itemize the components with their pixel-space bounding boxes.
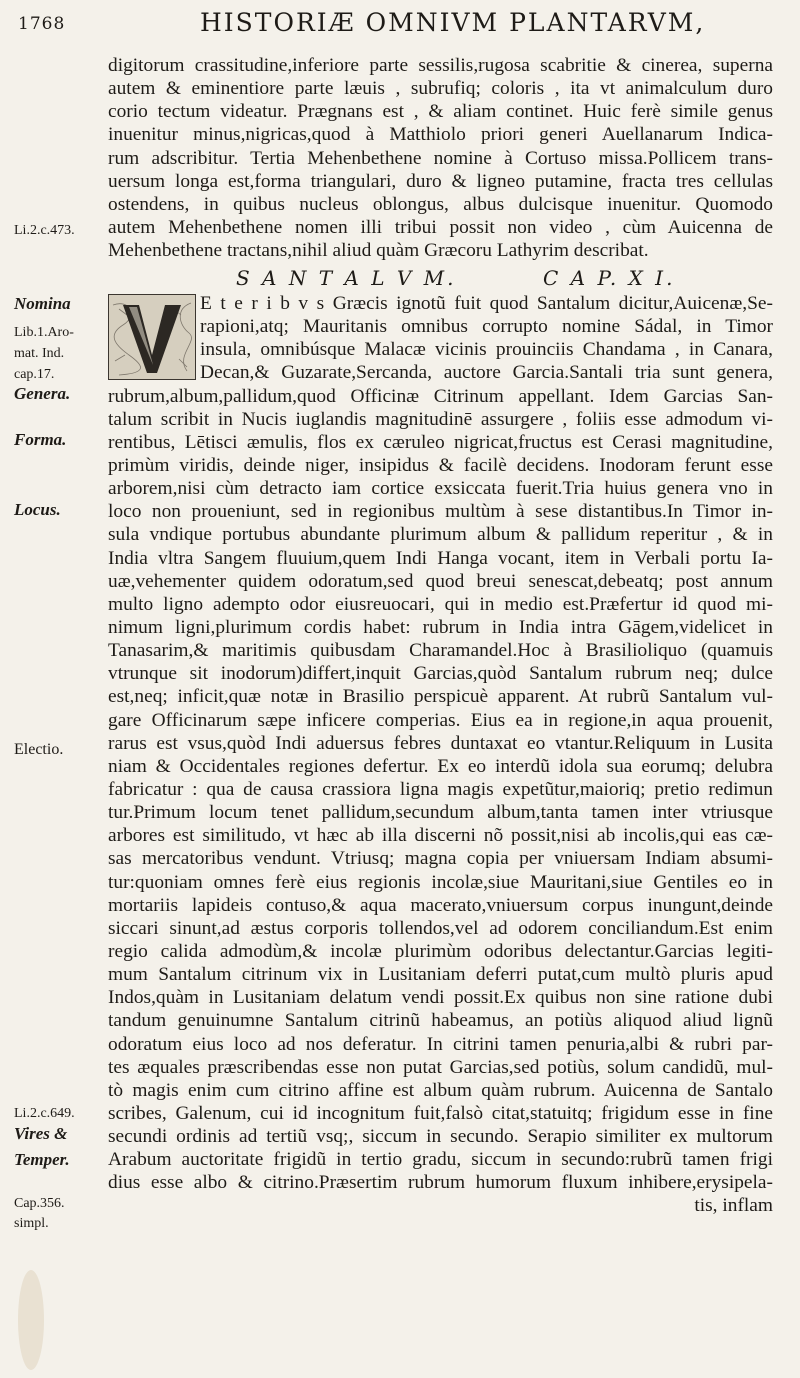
top-paragraph	[108, 54, 773, 262]
text-line: ostendens, in quibus nucleus oblongus, albus dulcisque inuenitur. Quomodo	[108, 193, 773, 215]
text-line: uæ,vehementer quidem odoratum,sed quod breui senescat,debeatq; post annum	[108, 570, 773, 592]
margin-note-temper: Temper.	[14, 1150, 70, 1169]
chapter-heading	[236, 266, 676, 290]
text-line: dius esse albo & citrino.Præsertim rubrum humorum fluxum inhibere,erysipela-	[108, 1172, 773, 1194]
text-line: rapioni,atq; Mauritanis omnibus corrupto nomine Sádal, in Timor	[200, 316, 773, 338]
text-line: sas mercatoribus vendunt. Vtriusq; magna copia per vniuersam Indiam absumi-	[108, 848, 773, 870]
paper-stain	[18, 1270, 44, 1370]
text-line: mortariis lapideis contuso,& aqua macerato,vniuersum corpus inungunt,deinde	[108, 894, 773, 916]
text-line: digitorum crassitudine,inferiore parte sessilis,rugosa scabritie & cinerea, superna	[108, 55, 773, 76]
margin-reference: Cap.356. simpl.	[14, 1196, 65, 1231]
text-line: inuenitur minus,nigricas,quod à Matthiolo priori generi Auellanarum Indica-	[108, 124, 773, 146]
text-line: tur:quoniam omnes ferè eius regionis incolæ,siue Mauritani,siue Gentiles eo in	[108, 871, 773, 893]
text-line: India vltra Sangem fluuium,quem Indi Hanga vocant, item in Verbali portu Ia-	[108, 547, 773, 569]
text-line: Arabum auctoritate frigidũ in tertio gradu, siccum in secundo:rubrũ tamen frigi	[108, 1149, 773, 1171]
chapter-body	[108, 292, 773, 1218]
text-line: corio tectum videatur. Prægnans est , & aliam continet. Huic ferè simile genus	[108, 101, 773, 123]
text-line: tò magis enim cum citrino affine est album quàm rubrum. Auicenna de Santalo	[108, 1079, 773, 1101]
text-line: nimum ligni,plurimum cordis habet: rubrum in India intra Gāgem,videlicet in	[108, 616, 773, 638]
text-line: tandum genuinumne Santalum citrinũ habeamus, an potiùs aliquod aliud lignũ	[108, 1010, 773, 1032]
text-line: rubrum,album,pallidum,quod Officinæ Citrinum appellant. Idem Garcias San-	[108, 385, 773, 407]
text-line: odoratum eius loco ad nos deferatur. In citrini tamen penuria,albi & rubri par-	[108, 1033, 773, 1055]
margin-note-genera: Genera.	[14, 384, 71, 403]
text-line: primùm viridis, deinde niger, insipidus & facilè decidens. Inodoram ferunt esse	[108, 454, 773, 476]
text-line: Decan,& Guzarate,Sercanda, auctore Garcia.Santali tria sunt genera,	[200, 362, 773, 384]
text-line: autem Mehenbethene nomen illi tribui possit non video , cùm Auicenna de	[108, 216, 773, 238]
text-line: autem & eminentiore parte læuis , subrufiq; coloris , ita vt animalculum duro	[108, 78, 773, 100]
margin-reference: Li.2.c.649.	[14, 1106, 75, 1121]
text-line: E t e r i b v s Græcis ignotũ fuit quod Santalum dicitur,Auicenæ,Se-	[200, 293, 773, 314]
text-line: uersum longa est,forma triangulari, duro & ligneo putamine, fracta tres cellulas	[108, 170, 773, 192]
text-line: rum adscribitur. Tertia Mehenbethene nomine à Cortuso missa.Pollicem trans-	[108, 147, 773, 169]
text-line: Mehenbethene tractans,nihil aliud quàm Græcoru Lathyrim describat.	[108, 240, 649, 262]
margin-note-forma: Forma.	[14, 430, 67, 449]
text-line: vtrunque sit inodorum)differt,inquit Garcias,quòd Santalum rubrum neq; dulce	[108, 663, 773, 685]
margin-note-vires: Vires &	[14, 1124, 68, 1143]
margin-reference: Lib.1.Aro- mat. Ind. cap.17.	[14, 325, 74, 382]
text-line: niam & Occidentales regiones defertur. Ex eo interdũ idola sua eorumq; delubra	[108, 755, 773, 777]
text-line: multo ligno adempto odor eiusreuocari, qui in medio est.Præfertur id quod mi-	[108, 593, 773, 615]
margin-reference: Li.2.c.473.	[14, 223, 75, 238]
text-line: sula vndique portubus abundante plurimum album & pallidum reperitur , & in	[108, 524, 773, 546]
text-line: secundi ordinis ad tertiũ vsq;, siccum in secundo. Serapio similiter ex multorum	[108, 1126, 773, 1148]
text-line: arbores est similitudo, vt hæc ab illa discerni nõ possit,nisi ab incolis,qui eas cæ-	[108, 825, 773, 847]
margin-note-nomina: Nomina	[14, 294, 71, 313]
text-line: est,neq; inficit,quæ notæ in Brasilio perspicuè apparent. At rubrũ Santalum vul-	[108, 686, 773, 708]
text-line: insula, omnibúsque Malacæ vicinis prouinciis Chandama , in Canara,	[200, 339, 773, 361]
text-line: arborem,nisi cùm detracto iam cortice exsiccata fuerit.Tria huius genera vno in	[108, 478, 773, 500]
text-line: regio calida admodùm,& incolæ plurimùm odoribus delectantur.Garcias legiti-	[108, 940, 773, 962]
text-line: gare Officinarum sæpe inficere comperias. Eius ea in regione,in aqua prouenit,	[108, 709, 773, 731]
text-line: scribes, Galenum, cui id incognitum fuit,falsò citat,statuitq; frigidum esse in fine	[108, 1102, 773, 1124]
text-line: tur.Primum locum tenet pallidum,secundum album,tanta tamen inter vtriusque	[108, 802, 773, 824]
running-head: HISTORIÆ OMNIVM PLANTARVM,	[200, 8, 706, 37]
text-line: siccari sinunt,ad æstus corporis tollendos,vel ad odorem conciliandum.Est enim	[108, 917, 773, 939]
text-line: rarus est vsus,quòd Indi aduersus febres duntaxat eo vtantur.Reliquum in Lusita	[108, 732, 773, 754]
text-line: talum scribit in Nucis iuglandis magnitudinē assurgere , foliis esse admodum vi-	[108, 408, 773, 430]
text-line: tis, inflam	[694, 1195, 773, 1217]
chapter-number: C A P. X I.	[543, 266, 676, 290]
page-number: 1768	[18, 14, 66, 34]
margin-note-locus: Locus.	[14, 500, 61, 519]
text-line: mum Santalum citrinum vix in Lusitaniam deferri putat,cum multò pluris apud	[108, 964, 773, 986]
text-line: Tanasarim,& maritimis quibusdam Charamandel.Hoc à Brasilioliquo (quamuis	[108, 640, 773, 662]
text-line: fabricatur : qua de causa crassiora ligna magis expetũtur,maioriq; pretio redimun	[108, 778, 773, 800]
text-line: loco non proueniunt, sed in regionibus multùm à sese distantibus.In Timor in-	[108, 501, 773, 523]
page-header	[18, 8, 788, 42]
text-line: Indos,quàm in Lusitaniam delatum vendi possit.Ex quibus non sine ratione dubi	[108, 987, 773, 1009]
text-line: rentibus, Lētisci æmulis, flos ex cæruleo nigricat,fructus est Cerasi magnitudine,	[108, 431, 773, 453]
text-line: tes æquales præscribendas esse non putat Garcias,sed potiùs, solum candidũ, mul-	[108, 1056, 773, 1078]
margin-note-electio: Electio.	[14, 741, 64, 758]
chapter-title: S A N T A L V M.	[236, 266, 457, 290]
